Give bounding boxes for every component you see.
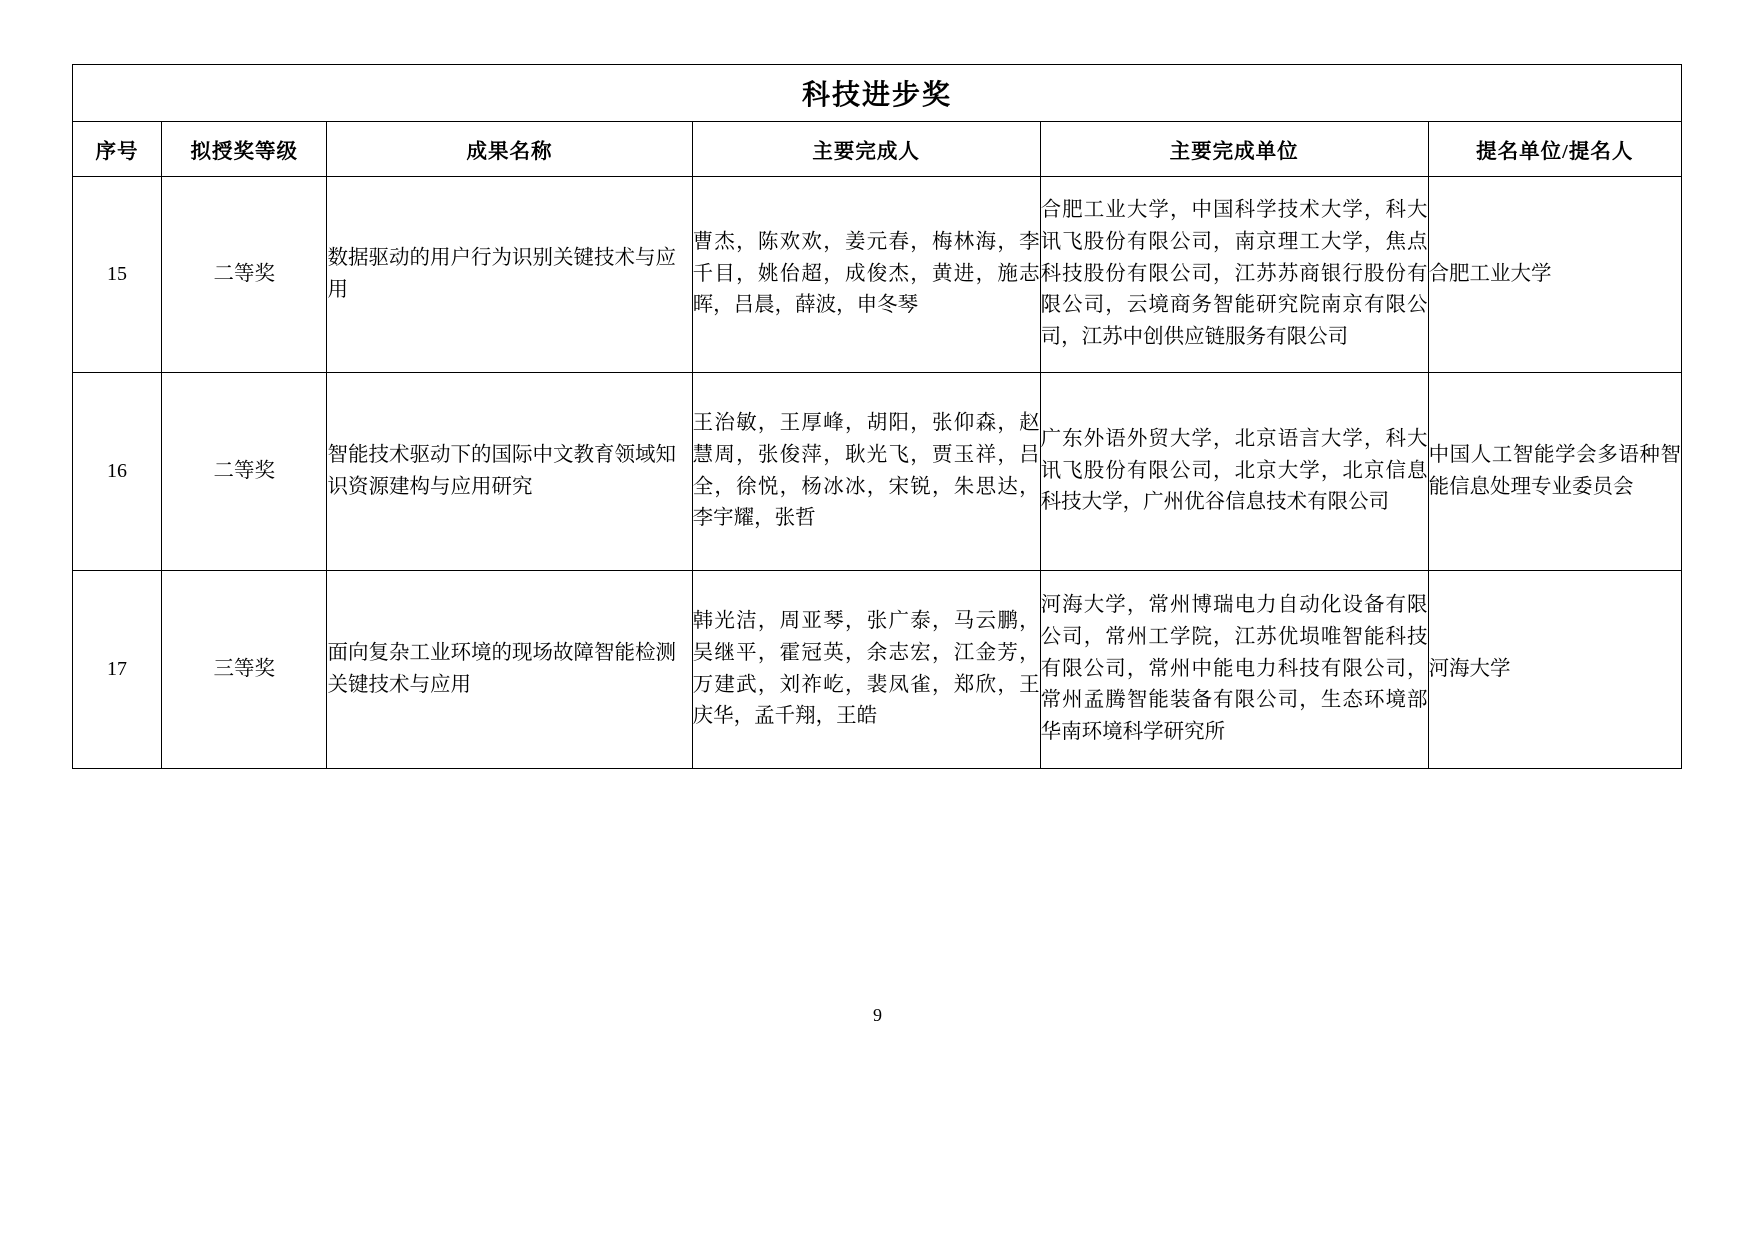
cell-nominator: 合肥工业大学 <box>1428 177 1681 373</box>
cell-main-contributors: 王治敏，王厚峰，胡阳，张仰森，赵慧周，张俊萍，耿光飞，贾玉祥，吕全，徐悦，杨冰冰，宋锐，朱思达，李宇耀，张哲 <box>692 373 1040 571</box>
cell-achievement-name: 数据驱动的用户行为识别关键技术与应用 <box>327 177 692 373</box>
column-header-main-contributors: 主要完成人 <box>692 122 1040 177</box>
cell-level: 二等奖 <box>162 373 327 571</box>
cell-main-units: 广东外语外贸大学，北京语言大学，科大讯飞股份有限公司，北京大学，北京信息科技大学，广州优谷信息技术有限公司 <box>1040 373 1428 571</box>
table-row <box>73 373 1682 571</box>
cell-level: 二等奖 <box>162 177 327 373</box>
column-header-nominator: 提名单位/提名人 <box>1428 122 1681 177</box>
table-header-row <box>73 122 1682 177</box>
cell-achievement-name: 面向复杂工业环境的现场故障智能检测关键技术与应用 <box>327 571 692 769</box>
cell-index: 17 <box>73 571 162 769</box>
cell-index: 15 <box>73 177 162 373</box>
column-header-index: 序号 <box>73 122 162 177</box>
column-header-achievement-name: 成果名称 <box>327 122 692 177</box>
award-table <box>72 64 1682 769</box>
cell-level: 三等奖 <box>162 571 327 769</box>
table-title-row <box>73 65 1682 122</box>
page-number: 9 <box>873 1005 882 1025</box>
cell-main-contributors: 曹杰，陈欢欢，姜元春，梅林海，李千目，姚佁超，成俊杰，黄进，施志晖，吕晨，薛波，申冬琴 <box>692 177 1040 373</box>
table-row <box>73 571 1682 769</box>
table-title: 科技进步奖 <box>73 65 1682 122</box>
cell-main-units: 合肥工业大学，中国科学技术大学，科大讯飞股份有限公司，南京理工大学，焦点科技股份有限公司，江苏苏商银行股份有限公司，云境商务智能研究院南京有限公司，江苏中创供应链服务有限公司 <box>1040 177 1428 373</box>
cell-nominator: 河海大学 <box>1428 571 1681 769</box>
cell-index: 16 <box>73 373 162 571</box>
table-row <box>73 177 1682 373</box>
cell-main-units: 河海大学，常州博瑞电力自动化设备有限公司，常州工学院，江苏优埙唯智能科技有限公司，常州中能电力科技有限公司，常州孟腾智能装备有限公司，生态环境部华南环境科学研究所 <box>1040 571 1428 769</box>
column-header-level: 拟授奖等级 <box>162 122 327 177</box>
column-header-main-units: 主要完成单位 <box>1040 122 1428 177</box>
cell-achievement-name: 智能技术驱动下的国际中文教育领域知识资源建构与应用研究 <box>327 373 692 571</box>
cell-main-contributors: 韩光洁，周亚琴，张广泰，马云鹏，吴继平，霍冠英，余志宏，江金芳，万建武，刘祚屹，裴凤雀，郑欣，王庆华，孟千翔，王皓 <box>692 571 1040 769</box>
cell-nominator: 中国人工智能学会多语种智能信息处理专业委员会 <box>1428 373 1681 571</box>
